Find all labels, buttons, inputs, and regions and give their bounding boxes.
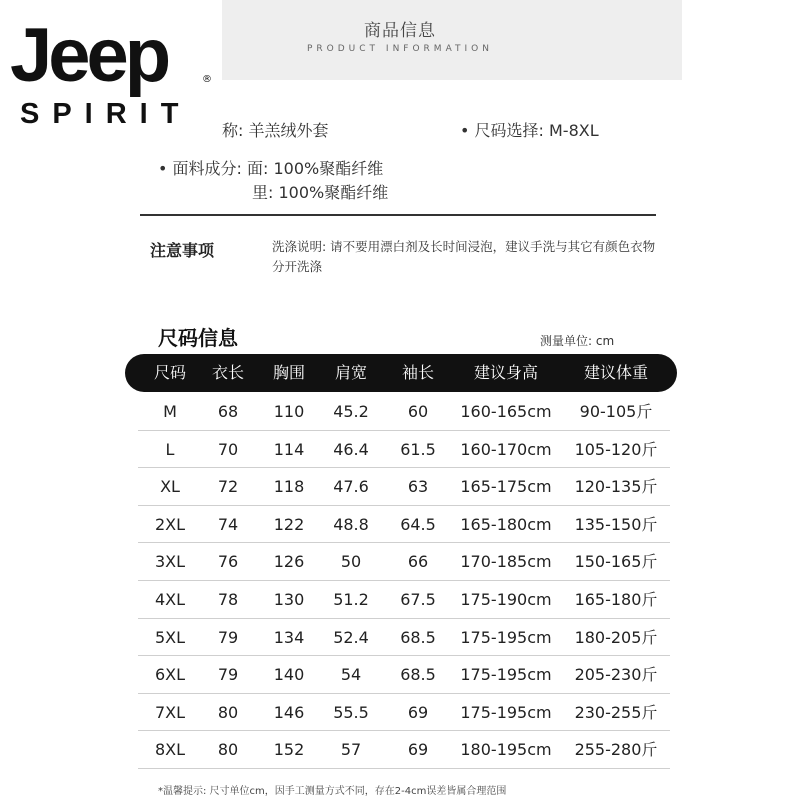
lining-composition: 里: 100%聚酯纤维: [252, 183, 389, 202]
column-header: 建议体重: [583, 363, 648, 382]
table-cell: 66: [407, 552, 429, 572]
registered-mark: ®: [202, 74, 212, 85]
table-cell: 165-180cm: [460, 514, 552, 534]
table-cell: 69: [407, 702, 429, 722]
table-cell: 150-165斤: [574, 552, 658, 572]
size-table-title: 尺码信息: [158, 326, 238, 350]
table-cell: 63: [407, 477, 429, 497]
table-cell: 255-280斤: [574, 740, 658, 760]
table-cell: 54: [340, 665, 362, 685]
table-cell: 90-105斤: [579, 402, 653, 421]
logo-wordmark: Jeep: [10, 13, 168, 98]
table-row: [138, 731, 670, 769]
table-cell: 175-195cm: [460, 702, 552, 722]
table-cell: 2XL: [154, 514, 186, 534]
table-cell: 120-135斤: [574, 477, 658, 497]
table-cell: 205-230斤: [574, 665, 658, 685]
table-row: [138, 619, 670, 657]
table-cell: 110: [273, 402, 305, 421]
table-row: [138, 431, 670, 469]
table-cell: 80: [217, 702, 239, 722]
table-cell: 175-195cm: [460, 627, 552, 647]
table-cell: 68: [217, 402, 239, 421]
table-cell: 165-180斤: [574, 590, 658, 609]
column-header: 建议身高: [473, 363, 538, 382]
section-divider: [140, 214, 656, 216]
table-cell: 45.2: [333, 402, 369, 421]
table-cell: 126: [273, 552, 305, 572]
table-row: [138, 506, 670, 544]
column-header: 袖长: [401, 363, 434, 382]
table-cell: 7XL: [154, 702, 186, 722]
table-cell: 79: [217, 665, 239, 685]
table-cell: 152: [273, 740, 305, 760]
table-cell: 72: [217, 477, 239, 497]
table-cell: 60: [407, 402, 429, 421]
table-cell: 175-190cm: [460, 590, 552, 609]
column-header: 衣长: [211, 363, 244, 382]
table-cell: 79: [217, 627, 239, 647]
table-cell: 55.5: [333, 702, 369, 722]
table-cell: L: [165, 439, 175, 459]
table-cell: 4XL: [154, 590, 186, 609]
table-cell: 8XL: [154, 740, 186, 760]
table-row: [138, 468, 670, 506]
product-name: 称: 羊羔绒外套: [222, 121, 329, 140]
table-cell: 51.2: [333, 590, 369, 609]
table-row: [138, 581, 670, 619]
table-cell: 68.5: [400, 665, 436, 685]
table-cell: 78: [217, 590, 239, 609]
header-title: 商品信息: [364, 21, 436, 41]
table-cell: XL: [160, 477, 180, 497]
table-row: [138, 393, 670, 431]
table-cell: 165-175cm: [460, 477, 552, 497]
table-cell: 130: [273, 590, 305, 609]
table-cell: 114: [273, 439, 305, 459]
column-header: 尺码: [153, 363, 186, 382]
table-cell: 64.5: [400, 514, 436, 534]
table-cell: 160-165cm: [460, 402, 552, 421]
table-cell: M: [163, 402, 177, 421]
table-cell: 122: [273, 514, 305, 534]
table-cell: 230-255斤: [574, 702, 658, 722]
table-cell: 80: [217, 740, 239, 760]
table-row: [138, 694, 670, 732]
table-row: [138, 656, 670, 694]
table-cell: 69: [407, 740, 429, 760]
table-cell: 74: [217, 514, 239, 534]
table-cell: 140: [273, 665, 305, 685]
table-row: [138, 543, 670, 581]
size-table-header: [125, 354, 677, 392]
header-subtitle: PRODUCT INFORMATION: [306, 44, 494, 54]
notice-title: 注意事项: [150, 241, 215, 260]
table-cell: 170-185cm: [460, 552, 552, 572]
table-cell: 50: [340, 552, 362, 572]
table-cell: 175-195cm: [460, 665, 552, 685]
table-cell: 67.5: [400, 590, 436, 609]
column-header: 胸围: [272, 363, 305, 382]
table-cell: 146: [273, 702, 305, 722]
table-cell: 48.8: [333, 514, 369, 534]
table-cell: 70: [217, 439, 239, 459]
table-cell: 61.5: [400, 439, 436, 459]
table-cell: 57: [340, 740, 362, 760]
fabric-composition: • 面料成分: 面: 100%聚酯纤维: [158, 159, 384, 178]
table-cell: 52.4: [333, 627, 369, 647]
table-cell: 160-170cm: [460, 439, 552, 459]
table-cell: 6XL: [154, 665, 186, 685]
table-cell: 180-195cm: [460, 740, 552, 760]
table-cell: 135-150斤: [574, 514, 658, 534]
table-cell: 180-205斤: [574, 627, 658, 647]
table-cell: 68.5: [400, 627, 436, 647]
table-cell: 76: [217, 552, 239, 572]
logo-subline: SPIRIT: [20, 98, 192, 130]
table-cell: 46.4: [333, 439, 369, 459]
notice-text: 洗涤说明: 请不要用漂白剂及长时间浸泡，建议手洗与其它有颜色衣物分开洗涤: [272, 239, 656, 274]
table-cell: 5XL: [154, 627, 186, 647]
measurement-unit: 测量单位: cm: [540, 334, 615, 348]
table-cell: 118: [273, 477, 305, 497]
brand-logo: [10, 13, 220, 133]
table-cell: 134: [273, 627, 305, 647]
column-header: 肩宽: [334, 363, 367, 382]
table-cell: 105-120斤: [574, 439, 658, 459]
table-cell: 3XL: [154, 552, 186, 572]
footer-note: *温馨提示: 尺寸单位cm，因手工测量方式不同，存在2-4cm误差皆属合理范围: [158, 786, 507, 797]
table-cell: 47.6: [333, 477, 369, 497]
size-selection: • 尺码选择: M-8XL: [460, 121, 599, 140]
